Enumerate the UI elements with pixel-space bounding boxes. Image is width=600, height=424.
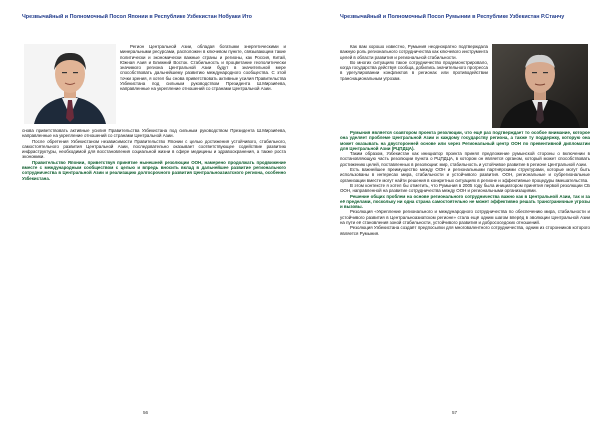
right-paragraph-1: Как вам хорошо известно, Румыния неоднократно подтверждала важную роль регионального сотрудничества как ключевого инструмента целей в области развития и региональной стабильности. <box>340 44 489 60</box>
right-paragraph-2: Во многих ситуациях такое сотрудничество продемонстрировало, когда государства действуя сообща, добились значительного прогресса в урегулировании конфликтов в регионах или противодействии транснациональным угрозам. <box>340 59 488 81</box>
japan-ambassador-photo <box>24 44 116 124</box>
right-paragraph-7: Решение общих проблем на основе регионального сотрудничества важно как в Центральной Азии, так и за её пределами, поскольку ни одна страна самостоятельно не может эффективно решать трансграничные угрозы и вызовы. <box>340 193 590 210</box>
right-paragraph-3: Румыния является соавтором проекта резолюции, что ещё раз подтверждает то особое внимание, которое она уделяет проблеме Центральной Азии и каждому государству региона, а также ту поддержку, которую она может оказывать на двусторонней основе или через Региональный центр ООН по превентивной дипломатии для Центральной Азии (РЦПДЦА). <box>340 130 590 151</box>
right-heading: Чрезвычайный и Полномочный Посол Румынии в Республике Узбекистан Р.Станчу <box>340 14 565 20</box>
portrait-image <box>492 44 588 128</box>
right-paragraph-4: Таким образом, Узбекистан как инициатор проекта принял предложение румынской стороны о включении в постановляющую часть резолюции пункта о РЦПДЦА, в котором он является органом, который может способствовать достижению целей, поставленных в резолюции: мир, стабильность и устойчивое развитие в регионе Центральной Азии. <box>340 151 590 167</box>
right-top-text <box>340 44 488 81</box>
left-heading: Чрезвычайный и Полномочный Посол Японии в Республике Узбекистан Нобуаки Ито <box>22 14 252 20</box>
right-page <box>300 0 600 424</box>
left-paragraph-3: Правительство Японии, приветствуя принятие нынешней резолюции ООН, намерено продолжать продвижение вместе с международным сообществом с целью и впредь вносить вклад в дальнейшее развитие регионального сотрудничества в Центральной Азии и реализацию долгосрочного развития Центральноазиатского региона, особенно Узбекистана. <box>22 159 286 181</box>
left-body <box>22 128 286 181</box>
portrait-image <box>24 44 116 124</box>
right-paragraph-8: Резолюция «Укрепление регионального и международного сотрудничества по обеспечению мира, стабильности и устойчивого развития в Центральноазиатском регионе» стала ещё одним шагом вперёд в эволюции Центральной Азии на пути её становления зоной стабильности, устойчивого развития и добрососедских отношений. <box>340 209 590 226</box>
left-paragraph-1-cont: снова приветствовать активные усилия Правительства Узбекистана под сильным руководством Президента Ш.Мирзиёева, направленные на укрепление отношений со странами Центральной Азии. <box>22 128 286 139</box>
left-paragraph-1: Регион Центральной Азии, обладая богатыми энергетическими и минеральными ресурсами, расположен в ключевом пункте, связывающем такие политически и экономически важные страны и регионы, как Россия, Китай, Южная Азия и Ближний Восток. Стабильность и процветание геополитически значимого региона Центральной Азии будут в значительной мере способствовать дальнейшему развитию международного сообщества. С этой точки зрения, я хотел бы снова приветствовать активные усилия Правительства Узбекистана под сильным руководством Президента Ш.Мирзиёева, направленные на укрепление отношений со странами Центральной Азии. <box>120 44 286 92</box>
left-page-number: 56 <box>143 410 149 415</box>
right-paragraph-6: В этом контексте я хотел бы отметить, что Румыния в 2005 году была инициатором принятия первой резолюции СБ ООН, направленной на развитие сотрудничества между ООН и региональными организациями. <box>340 182 590 194</box>
right-paragraph-9: Резолюция Узбекистана создаёт предпосылки для многовалентного сотрудничества, одним из сторонников которого является Румыния. <box>340 225 590 236</box>
left-paragraph-2: После обретения Узбекистаном независимости Правительство Японии с целью достижения устойчивого, стабильного, самостоятельного развития Центральной Азии, последовательно оказывает соответствующее содействие развитию инфраструктуры, необходимой для восстановления социальной жизни в сфере медицины и здравоохранения, а также роста экономики. <box>22 138 286 160</box>
right-body <box>340 130 590 236</box>
right-paragraph-5: Есть важнейшее преимущество между ООН и региональными партнёрскими структурами, которые могут быть использованы в интересах мира, стабильности и устойчивого развития. ООН, региональные и субрегиональные организации вместе могут найти решения в конкретных ситуациях в регионе и эффективные процедуры вмешательства. <box>340 167 590 183</box>
right-page-number: 57 <box>452 410 458 415</box>
romania-ambassador-photo <box>492 44 588 128</box>
left-para1-top <box>120 44 286 127</box>
